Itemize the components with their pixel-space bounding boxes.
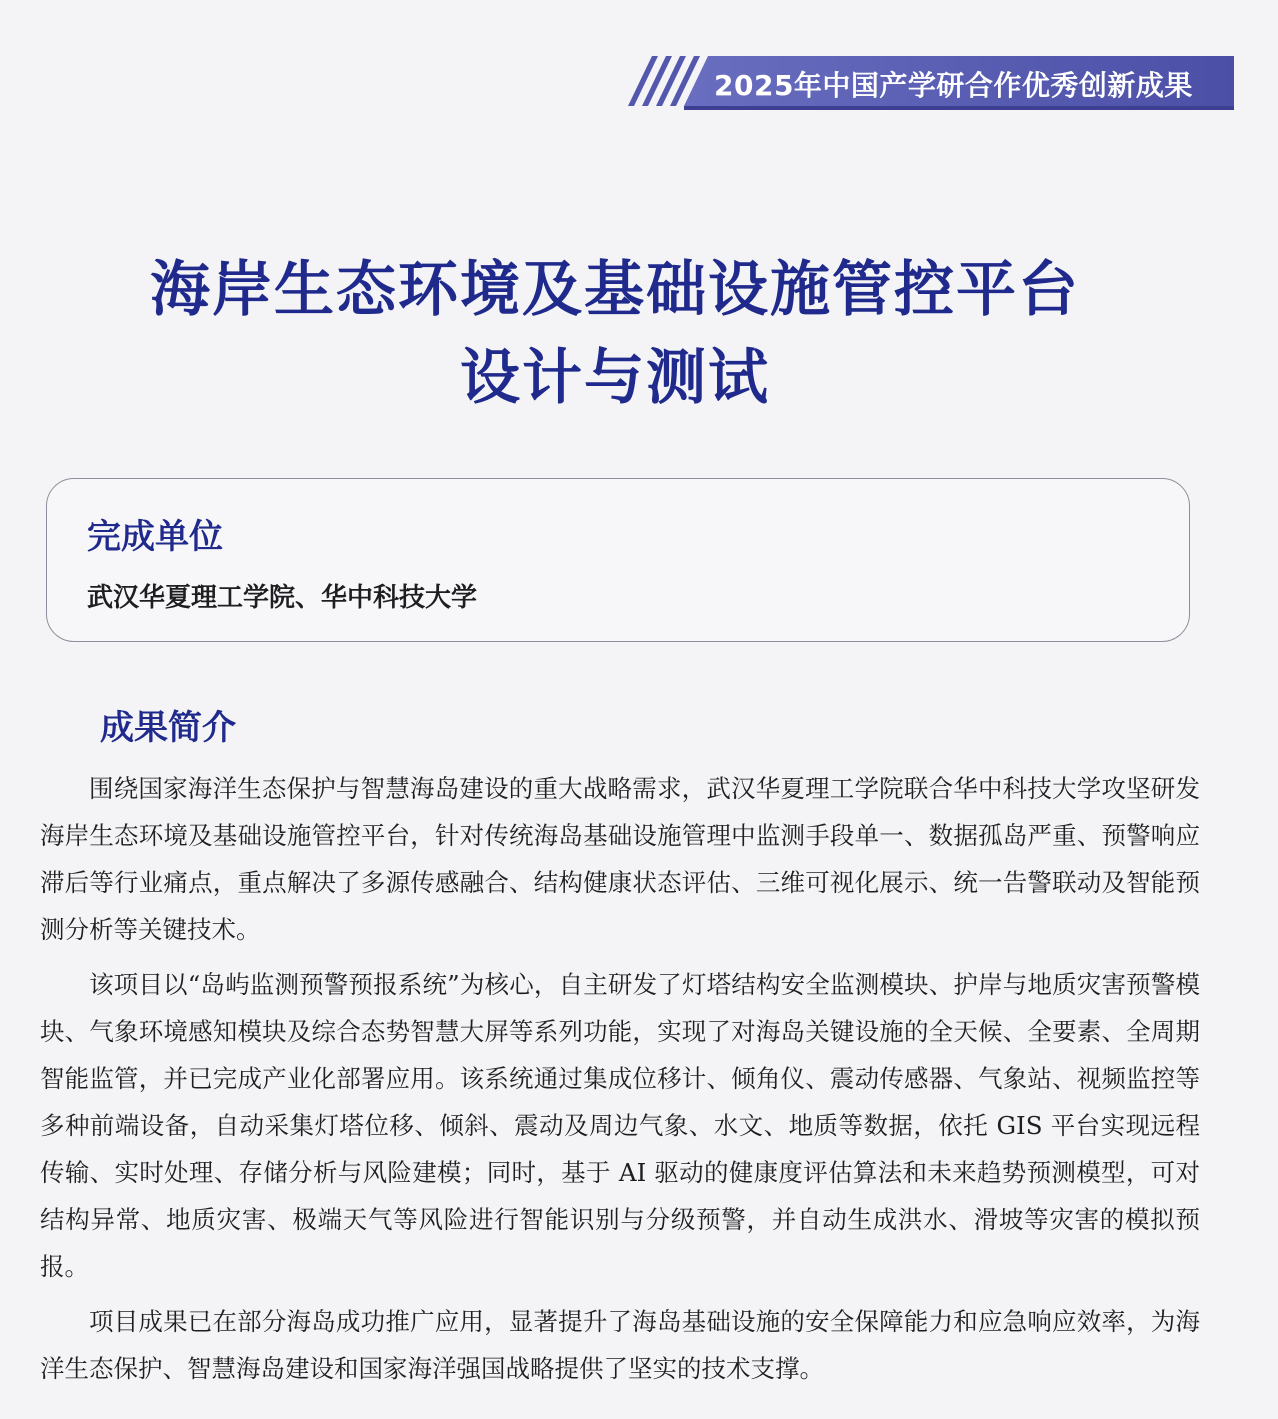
summary-paragraph: 该项目以“岛屿监测预警预报系统”为核心，自主研发了灯塔结构安全监测模块、护岸与地质灾害预警模块、气象环境感知模块及综合态势智慧大屏等系列功能，实现了对海岛关键设施的全天候、全要素、全周期智能监管，并已完成产业化部署应用。该系统通过集成位移计、倾角仪、震动传感器、气象站、视频监控等多种前端设备，自动采集灯塔位移、倾斜、震动及周边气象、水文、地质等数据，依托 GIS 平台实现远程传输、实时处理、存储分析与风险建模；同时，基于 AI 驱动的健康度评估算法和未来趋势预测模型，可对结构异常、地质灾害、极端天气等风险进行智能识别与分级预警，并自动生成洪水、滑坡等灾害的模拟预报。: [40, 970, 1200, 1281]
completion-unit-heading: 完成单位: [87, 517, 223, 557]
page-title-line-2: 设计与测试: [460, 343, 770, 413]
summary-paragraph: 围绕国家海洋生态保护与智慧海岛建设的重大战略需求，武汉华夏理工学院联合华中科技大学攻坚研发海岸生态环境及基础设施管控平台，针对传统海岛基础设施管理中监测手段单一、数据孤岛严重、预警响应滞后等行业痛点，重点解决了多源传感融合、结构健康状态评估、三维可视化展示、统一告警联动及智能预测分析等关键技术。: [40, 774, 1200, 944]
summary-heading: 成果简介: [100, 708, 236, 748]
completion-unit-box: [46, 478, 1190, 642]
completion-unit-text: 武汉华夏理工学院、华中科技大学: [87, 583, 478, 613]
award-banner: [628, 50, 1234, 112]
summary-paragraph: 项目成果已在部分海岛成功推广应用，显著提升了海岛基础设施的安全保障能力和应急响应效率，为海洋生态保护、智慧海岛建设和国家海洋强国战略提供了坚实的技术支撑。: [40, 1307, 1200, 1383]
page-title-line-1: 海岸生态环境及基础设施管控平台: [150, 255, 1080, 325]
banner-title: 2025年中国产学研合作优秀创新成果: [714, 69, 1193, 102]
summary-body: [40, 765, 1200, 1400]
